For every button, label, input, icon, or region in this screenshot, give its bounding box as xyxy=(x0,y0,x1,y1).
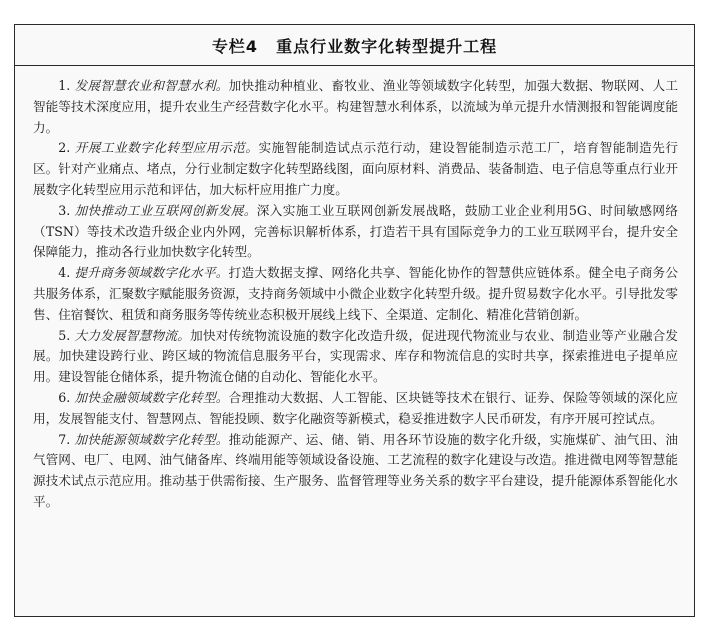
item-heading: 发展智慧农业和智慧水利。 xyxy=(74,78,229,93)
item-heading: 加快能源领域数字化转型。 xyxy=(74,431,229,447)
item-body: 深入实施工业互联网创新发展战略，鼓励工业企业利用5G、时间敏感网络（TSN）等技术改造升级企业内外网，完善标识解析体系，打造若干具有国际竞争力的工业互联网平台，提升安全保障能力，推动各行业加快数字化转型。 xyxy=(33,202,678,260)
box-title-text: 重点行业数字化转型提升工程 xyxy=(276,36,498,56)
item-body: 打造大数据支撑、网络化共享、智能化协作的智慧供应链体系。健全电子商务公共服务体系，汇聚数字赋能服务资源，支持商务领域中小微企业数字化转型升级。提升贸易数字化水平。引导批发零售、住宿餐饮、租赁和商务服务等传统业态积极开展线上线下、全渠道、定制化、精准化营销创新。 xyxy=(33,265,679,322)
list-item xyxy=(33,201,678,263)
item-heading: 大力发展智慧物流。 xyxy=(74,327,191,343)
item-body: 合理推动大数据、人工智能、区块链等技术在银行、证券、保险等领域的深化应用，发展智能支付、智慧网点、智能投顾、数字化融资等新模式，稳妥推进数字人民币研发，有序开展可控试点。 xyxy=(33,389,679,426)
item-number: 2. xyxy=(58,140,71,156)
list-item xyxy=(33,326,678,388)
item-heading: 加快推动工业互联网创新发展。 xyxy=(74,202,257,218)
item-number: 1. xyxy=(58,78,71,93)
box-title-label: 专栏4 xyxy=(211,36,259,56)
item-number: 3. xyxy=(58,202,71,218)
item-body: 加快推动种植业、畜牧业、渔业等领域数字化转型，加强大数据、物联网、人工智能等技术深度应用，提升农业生产经营数字化水平。构建智慧水利体系，以流域为单元提升水情测报和智能调度能力。 xyxy=(33,78,679,135)
item-number: 4. xyxy=(58,265,71,281)
list-item xyxy=(33,388,678,430)
list-item xyxy=(33,263,678,325)
box-content xyxy=(15,66,694,513)
list-item xyxy=(33,138,678,200)
item-heading: 提升商务领域数字化水平。 xyxy=(74,265,229,281)
item-heading: 加快金融领域数字化转型。 xyxy=(74,389,229,405)
feature-box xyxy=(14,24,695,617)
item-body: 实施智能制造试点示范行动，建设智能制造示范工厂，培育智能制造先行区。针对产业痛点、堵点，分行业制定数字化转型路线图，面向原材料、消费品、装备制造、电子信息等重点行业开展数字化转型应用示范和评估，加大标杆应用推广力度。 xyxy=(33,140,679,197)
item-body: 推动能源产、运、储、销、用各环节设施的数字化升级，实施煤矿、油气田、油气管网、电厂、电网、油气储备库、终端用能等领域设备设施、工艺流程的数字化建设与改造。推进微电网等智慧能源技术试点示范应用。推动基于供需衔接、生产服务、监督管理等业务关系的数字平台建设，提升能源体系智能化水平。 xyxy=(33,431,679,509)
box-title xyxy=(15,25,694,66)
item-number: 5. xyxy=(58,327,71,343)
item-number: 7. xyxy=(58,431,71,447)
item-heading: 开展工业数字化转型应用示范。 xyxy=(74,140,259,156)
list-item xyxy=(33,76,678,138)
list-item xyxy=(33,430,678,513)
item-body: 加快对传统物流设施的数字化改造升级，促进现代物流业与农业、制造业等产业融合发展。加快建设跨行业、跨区域的物流信息服务平台，实现需求、库存和物流信息的实时共享，探索推进电子提单应用。建设智能仓储体系，提升物流仓储的自动化、智能化水平。 xyxy=(33,327,679,385)
item-number: 6. xyxy=(58,389,71,405)
